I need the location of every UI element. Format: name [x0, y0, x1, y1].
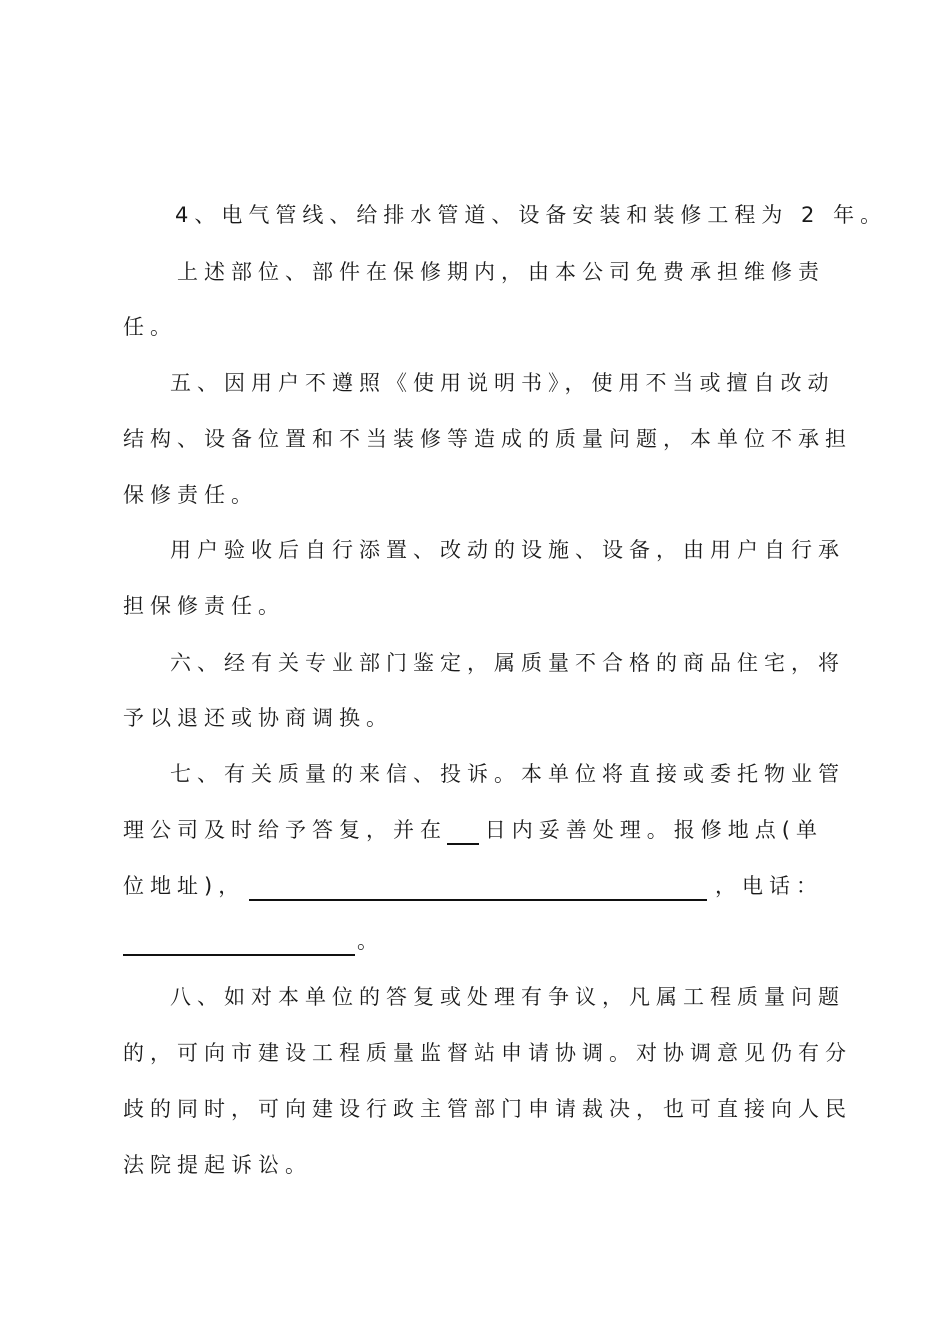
section-5b-line-2: 担保修责任。: [123, 594, 285, 618]
section-6-line-1: 六、经有关专业部门鉴定，属质量不合格的商品住宅，将: [170, 651, 845, 675]
section-6-line-2: 予以退还或协商调换。: [123, 706, 393, 730]
section-5-line-3: 保修责任。: [123, 483, 258, 507]
warranty-paragraph-line-1: 上述部位、部件在保修期内，由本公司免费承担维修责: [177, 260, 825, 284]
warranty-paragraph-line-2: 任。: [123, 315, 177, 339]
item-4-line: 4、电气管线、给排水管道、设备安装和装修工程为 2 年。: [175, 203, 888, 227]
section-5b-line-1: 用户验收后自行添置、改动的设施、设备，由用户自行承: [170, 538, 845, 562]
section-8-line-4: 法院提起诉讼。: [123, 1153, 312, 1177]
section-7-line-3-text-a: 位地址)，: [123, 874, 246, 898]
section-7-line-3-text-b: ，电话：: [715, 874, 823, 898]
section-7-line-2-text-b: 日内妥善处理。报修地点(单: [484, 818, 823, 842]
section-7-line-2: [123, 815, 823, 845]
section-8-line-1: 八、如对本单位的答复或处理有争议，凡属工程质量问题: [170, 985, 845, 1009]
section-7-line-1: 七、有关质量的来信、投诉。本单位将直接或委托物业管: [170, 762, 845, 786]
section-7-line-2-text-a: 理公司及时给予答复，并在: [123, 818, 447, 842]
section-5-line-2: 结构、设备位置和不当装修等造成的质量问题，本单位不承担: [123, 427, 852, 451]
section-8-line-2: 的，可向市建设工程质量监督站申请协调。对协调意见仍有分: [123, 1041, 852, 1065]
days-blank-field[interactable]: [447, 819, 479, 845]
section-5-line-1: 五、因用户不遵照《使用说明书》，使用不当或擅自改动: [170, 371, 835, 395]
address-blank-field[interactable]: [249, 875, 707, 901]
section-7-line-4: [123, 926, 823, 956]
section-8-line-3: 歧的同时，可向建设行政主管部门申请裁决，也可直接向人民: [123, 1097, 852, 1121]
phone-blank-field[interactable]: [123, 930, 355, 956]
section-7-line-3: [123, 871, 823, 901]
section-7-line-4-end: 。: [357, 929, 384, 953]
